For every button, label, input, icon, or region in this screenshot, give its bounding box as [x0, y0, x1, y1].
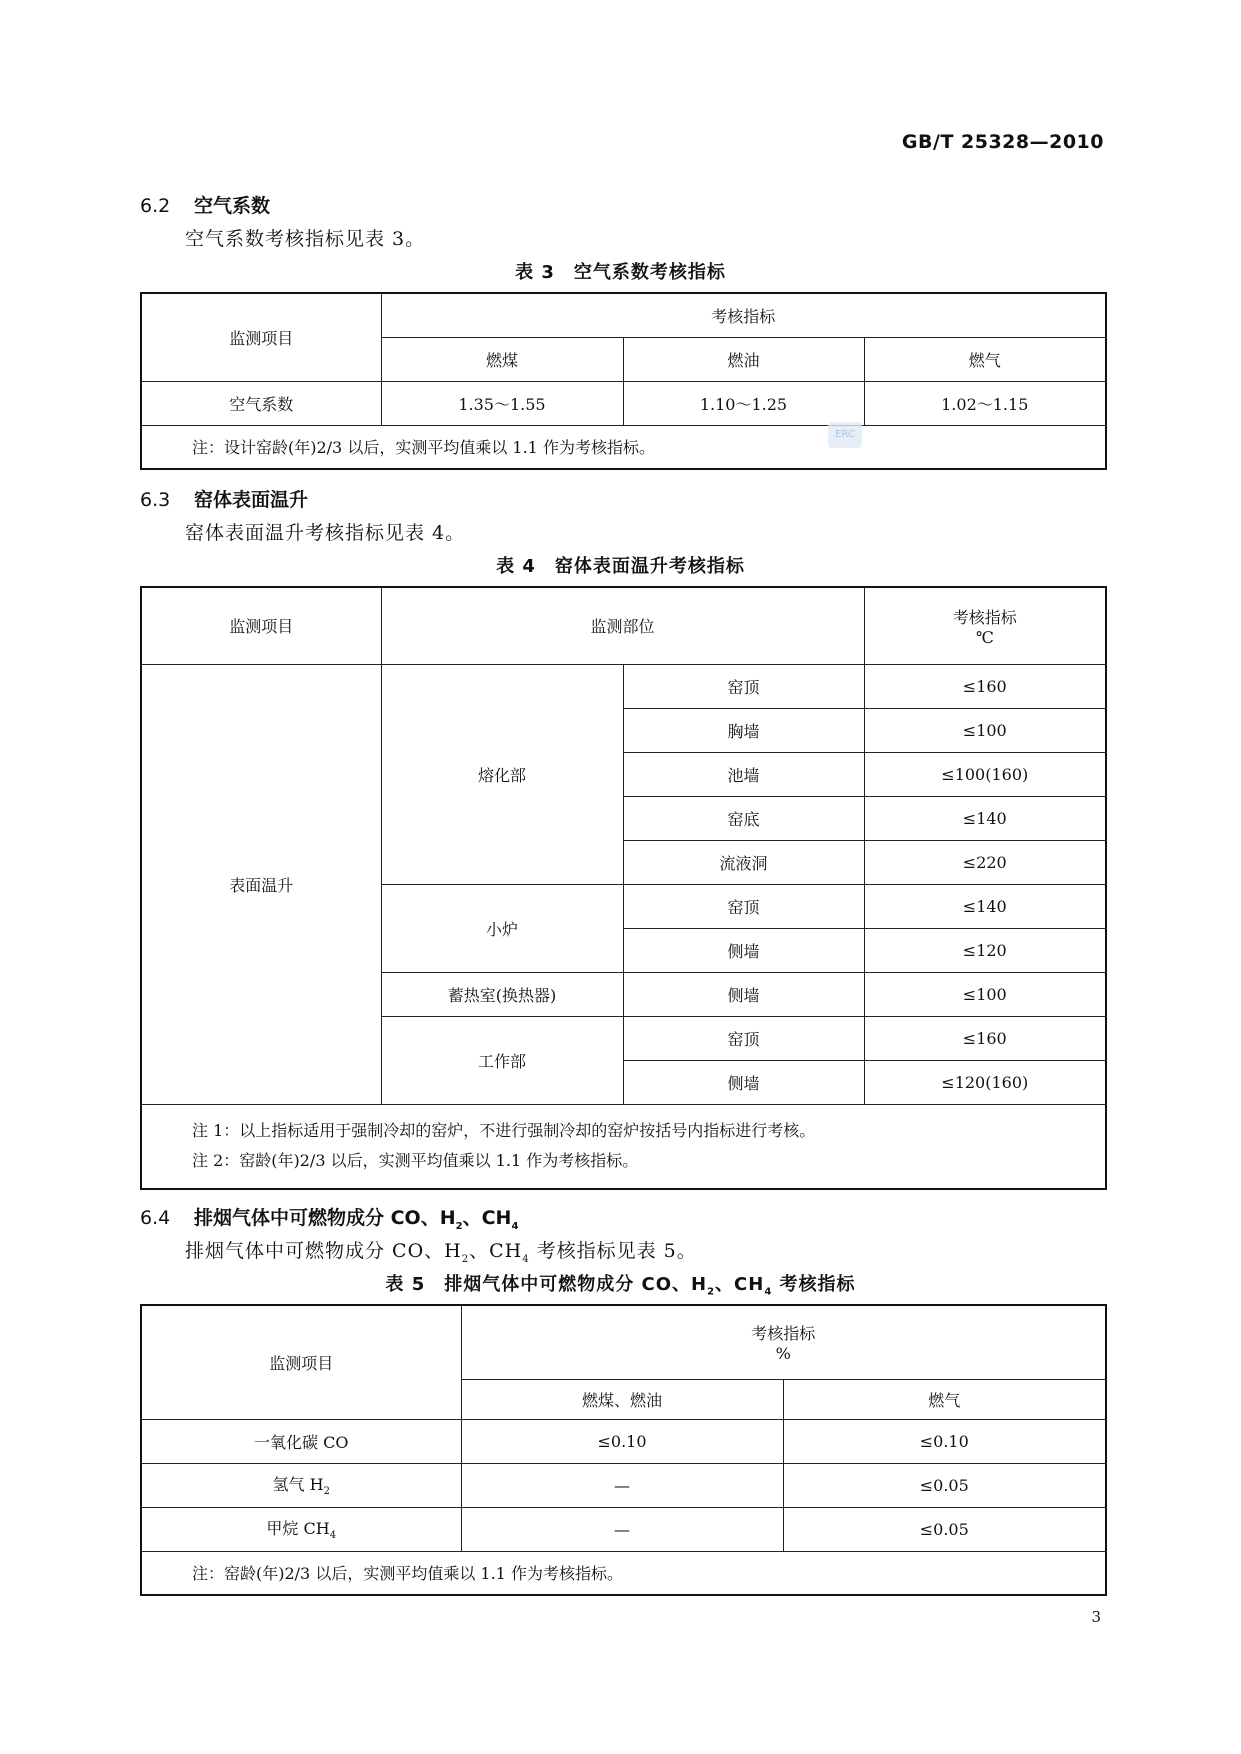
row-ch4-label: 甲烷 $CH_4$	[141, 1507, 461, 1551]
header-position: 监测部位	[381, 587, 864, 664]
item-label: 表面温升	[141, 664, 381, 1104]
standard-code: GB/T 25328—2010	[901, 131, 1104, 153]
section-title: 排烟气体中可燃物成分 CO、$H_2$、$CH_4$	[194, 1207, 519, 1232]
page-number: 3	[1091, 1608, 1101, 1626]
row-ch4-coal-oil: —	[461, 1507, 783, 1551]
value-cell: ≤160	[864, 1016, 1106, 1060]
header-index-label: 考核指标	[952, 607, 1017, 627]
group-melting: 熔化部	[381, 664, 623, 884]
group-working-end: 工作部	[381, 1016, 623, 1104]
table-3	[140, 292, 1107, 470]
header-gas: 燃气	[783, 1379, 1106, 1419]
row-h2-gas: ≤0.05	[783, 1463, 1106, 1507]
value-cell: ≤140	[864, 884, 1106, 928]
group-regenerator: 蓄热室(换热器)	[381, 972, 623, 1016]
section-6-3-paragraph: 窑体表面温升考核指标见表 4。	[185, 522, 466, 544]
section-6-4-paragraph: 排烟气体中可燃物成分 CO、$H_2$、$CH_4$ 考核指标见表 5。	[185, 1240, 697, 1265]
watermark-logo: ERC	[828, 422, 862, 448]
header-unit: ℃	[975, 627, 994, 647]
header-coal: 燃煤	[381, 337, 623, 381]
value-cell: ≤220	[864, 840, 1106, 884]
value-oil: 1.10～1.25	[623, 381, 864, 425]
section-title: 窑体表面温升	[194, 489, 309, 511]
header-index	[864, 587, 1106, 664]
value-cell: ≤160	[864, 664, 1106, 708]
table-note-1: 注 1：以上指标适用于强制冷却的窑炉，不进行强制冷却的窑炉按括号内指标进行考核。	[192, 1121, 816, 1141]
header-index-label: 考核指标	[751, 1324, 816, 1344]
row-co-label: 一氧化碳 CO	[141, 1419, 461, 1463]
value-cell: ≤100	[864, 972, 1106, 1016]
part-cell: 窑底	[623, 796, 864, 840]
header-item: 监测项目	[141, 1305, 461, 1419]
header-oil: 燃油	[623, 337, 864, 381]
part-cell: 窑顶	[623, 1016, 864, 1060]
section-6-4-heading	[140, 1203, 518, 1232]
header-unit: %	[775, 1344, 791, 1364]
row-label: 空气系数	[141, 381, 381, 425]
section-6-2-heading	[140, 191, 270, 218]
header-item: 监测项目	[141, 587, 381, 664]
value-cell: ≤120(160)	[864, 1060, 1106, 1104]
header-item: 监测项目	[141, 293, 381, 381]
row-ch4-gas: ≤0.05	[783, 1507, 1106, 1551]
part-cell: 窑顶	[623, 664, 864, 708]
table-note: 注：设计窑龄(年)2/3 以后，实测平均值乘以 1.1 作为考核指标。	[141, 425, 1106, 469]
part-cell: 侧墙	[623, 972, 864, 1016]
table-4-title: 表 4 窑体表面温升考核指标	[496, 556, 745, 577]
row-h2-label: 氢气 $H_2$	[141, 1463, 461, 1507]
header-gas: 燃气	[864, 337, 1106, 381]
section-title: 空气系数	[194, 195, 271, 217]
table-notes	[141, 1104, 1106, 1189]
value-cell: ≤120	[864, 928, 1106, 972]
value-coal: 1.35～1.55	[381, 381, 623, 425]
row-co-coal-oil: ≤0.10	[461, 1419, 783, 1463]
part-cell: 流液洞	[623, 840, 864, 884]
part-cell: 窑顶	[623, 884, 864, 928]
header-coal-oil: 燃煤、燃油	[461, 1379, 783, 1419]
table-5-title: 表 5 排烟气体中可燃物成分 CO、$H_2$、$CH_4$ 考核指标	[385, 1274, 856, 1298]
section-6-2-paragraph: 空气系数考核指标见表 3。	[185, 228, 426, 250]
value-cell: ≤100	[864, 708, 1106, 752]
group-small-furnace: 小炉	[381, 884, 623, 972]
table-note-2: 注 2：窑龄(年)2/3 以后，实测平均值乘以 1.1 作为考核指标。	[192, 1151, 639, 1171]
section-number: 6.3	[140, 489, 171, 511]
row-h2-coal-oil: —	[461, 1463, 783, 1507]
section-number: 6.4	[140, 1207, 171, 1229]
part-cell: 池墙	[623, 752, 864, 796]
value-cell: ≤100(160)	[864, 752, 1106, 796]
table-4	[140, 586, 1107, 1190]
value-cell: ≤140	[864, 796, 1106, 840]
part-cell: 胸墙	[623, 708, 864, 752]
header-index	[461, 1305, 1106, 1379]
table-5	[140, 1304, 1107, 1596]
row-co-gas: ≤0.10	[783, 1419, 1106, 1463]
table-3-title: 表 3 空气系数考核指标	[515, 262, 726, 283]
table-note: 注：窑龄(年)2/3 以后，实测平均值乘以 1.1 作为考核指标。	[141, 1551, 1106, 1595]
part-cell: 侧墙	[623, 1060, 864, 1104]
part-cell: 侧墙	[623, 928, 864, 972]
value-gas: 1.02～1.15	[864, 381, 1106, 425]
section-number: 6.2	[140, 195, 171, 217]
section-6-3-heading	[140, 485, 308, 512]
header-index: 考核指标	[381, 293, 1106, 337]
